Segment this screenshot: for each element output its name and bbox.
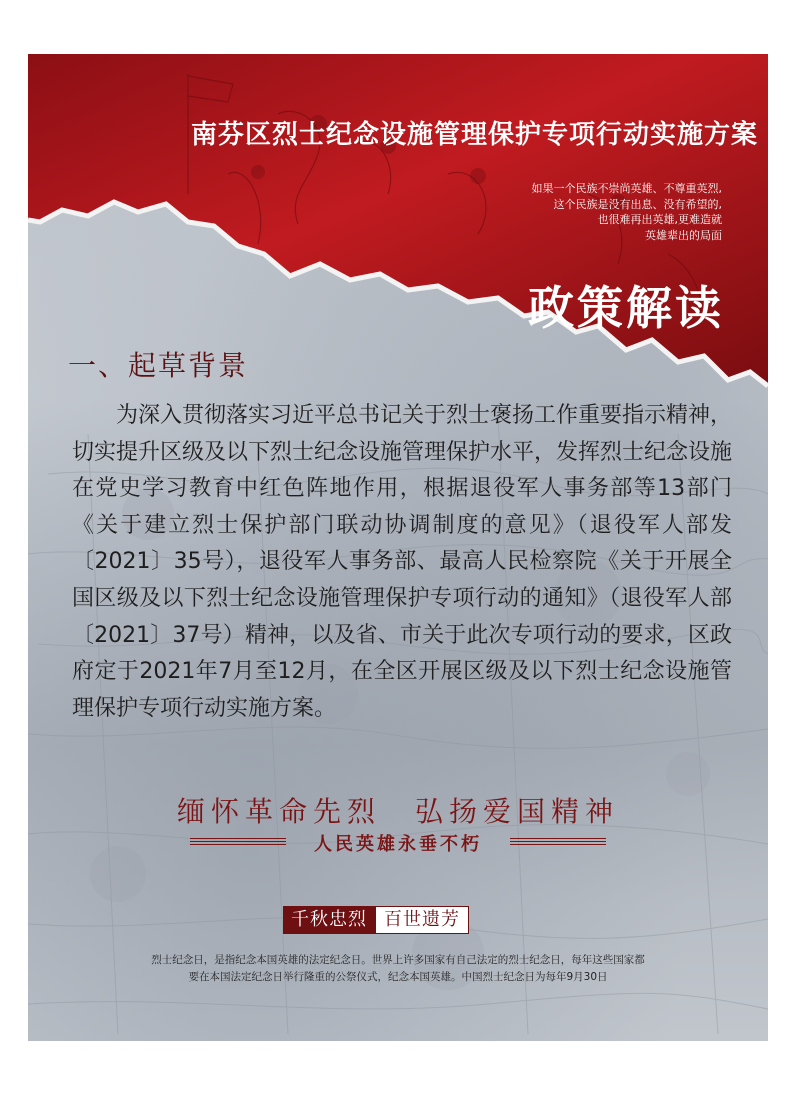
- quote-block: [532, 181, 723, 243]
- quote-line: 也很难再出英雄,更难造就: [597, 213, 722, 226]
- badge-light: 百世遗芳: [375, 906, 469, 934]
- document-title: 南芬区烈士纪念设施管理保护专项行动实施方案: [190, 120, 758, 150]
- section-heading: 一、起草背景: [68, 349, 249, 382]
- footnote-line: 烈士纪念日，是指纪念本国英雄的法定纪念日。世界上许多国家有自己法定的烈士纪念日，每年这些国家都: [151, 954, 645, 966]
- badge-row: [283, 906, 469, 934]
- slogan-sub: 人民英雄永垂不朽: [314, 834, 482, 855]
- decorative-lines-right: [510, 838, 606, 848]
- slogan-main: 缅怀革命先烈 弘扬爱国精神: [176, 795, 619, 828]
- policy-banner: 政策解读: [528, 281, 724, 335]
- quote-line: 这个民族是没有出息、没有希望的,: [553, 197, 722, 211]
- footnote-line: 要在本国法定纪念日举行隆重的公祭仪式，纪念本国英雄。中国烈士纪念日为每年9月30日: [188, 971, 608, 983]
- slogan-sub-row: [28, 830, 768, 860]
- badge-dark: 千秋忠烈: [283, 906, 375, 934]
- body-paragraph: 为深入贯彻落实习近平总书记关于烈士褒扬工作重要指示精神，切实提升区级及以下烈士纪念设施管理保护水平，发挥烈士纪念设施在党史学习教育中红色阵地作用，根据退役军人事务部等13部门《关于建立烈士保护部门联动协调制度的意见》（退役军人部发〔2021〕35号），退役军人事务部、最高人民检察院《关于开展全国区级及以下烈士纪念设施管理保护专项行动的通知》（退役军人部〔2021〕37号）精神，以及省、市关于此次专项行动的要求，区政府定于2021年7月至12月，在全区开展区级及以下烈士纪念设施管理保护专项行动实施方案。: [72, 403, 733, 721]
- quote-line: 英雄辈出的局面: [645, 228, 722, 242]
- quote-line: 如果一个民族不崇尚英雄、不尊重英烈,: [531, 182, 722, 195]
- poster: [28, 54, 768, 1041]
- footnote: [28, 952, 768, 986]
